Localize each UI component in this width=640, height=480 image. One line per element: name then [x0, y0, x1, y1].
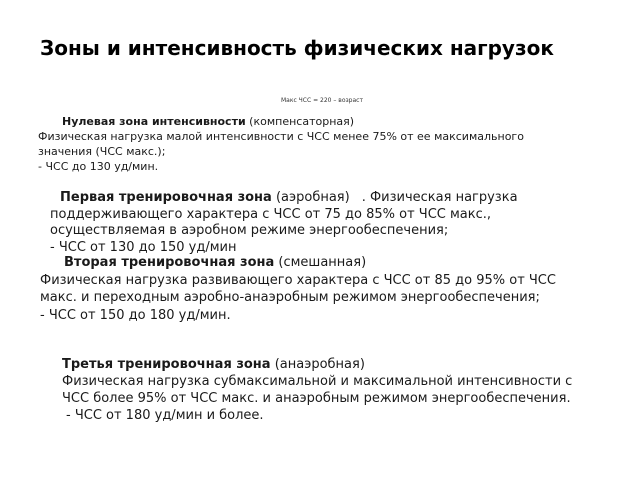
max-heart-rate-formula: Макс ЧСС = 220 – возраст — [281, 97, 363, 104]
zone-description-line: ЧСС более 95% от ЧСС макс. и анаэробным режимом энергообеспечения. — [62, 391, 571, 406]
zone-heading — [38, 114, 524, 129]
zone-type: (смешанная) — [274, 255, 367, 270]
zone-heart-rate: - ЧСС до 130 уд/мин. — [38, 160, 159, 173]
zone-3-section — [62, 356, 572, 424]
zone-heading — [62, 356, 572, 373]
zone-name: Нулевая зона интенсивности — [62, 115, 246, 128]
zone-type: (анаэробная) — [270, 357, 365, 372]
page-title: Зоны и интенсивность физических нагрузок — [40, 36, 554, 60]
zone-description-line: поддерживающего характера с ЧСС от 75 до 85% от ЧСС макс., — [50, 206, 492, 222]
zone-description-line: осуществляемая в аэробном режиме энергообеспечения; — [50, 223, 449, 238]
zone-name: Третья тренировочная зона — [62, 357, 271, 372]
zone-heading — [40, 254, 556, 272]
zone-heading — [50, 190, 518, 207]
zone-name: Вторая тренировочная зона — [64, 255, 275, 270]
zone-2-section — [40, 254, 556, 324]
zone-type: (аэробная) — [271, 190, 350, 205]
zone-description-line: Физическая нагрузка развивающего характера с ЧСС от 85 до 95% от ЧСС — [40, 272, 556, 288]
zone-description-start: . Физическая нагрузка — [361, 190, 518, 205]
zone-description-line: Физическая нагрузка малой интенсивности с ЧСС менее 75% от ее максимального — [38, 130, 524, 143]
zone-type: (компенсаторная) — [245, 115, 355, 128]
zone-description-line: Физическая нагрузка субмаксимальной и максимальной интенсивности с — [62, 374, 573, 389]
zone-description-line: макс. и переходным аэробно-анаэробным режимом энергообеспечения; — [40, 290, 540, 305]
zone-heart-rate: - ЧСС от 150 до 180 уд/мин. — [40, 307, 231, 323]
zone-description-line: значения (ЧСС макс.); — [38, 145, 166, 158]
zone-0-section — [38, 114, 524, 174]
zone-heart-rate: - ЧСС от 180 уд/мин и более. — [66, 408, 264, 423]
zone-name: Первая тренировочная зона — [60, 190, 272, 205]
zone-1-section — [50, 190, 518, 256]
zone-heart-rate: - ЧСС от 130 до 150 уд/мин — [50, 239, 237, 255]
